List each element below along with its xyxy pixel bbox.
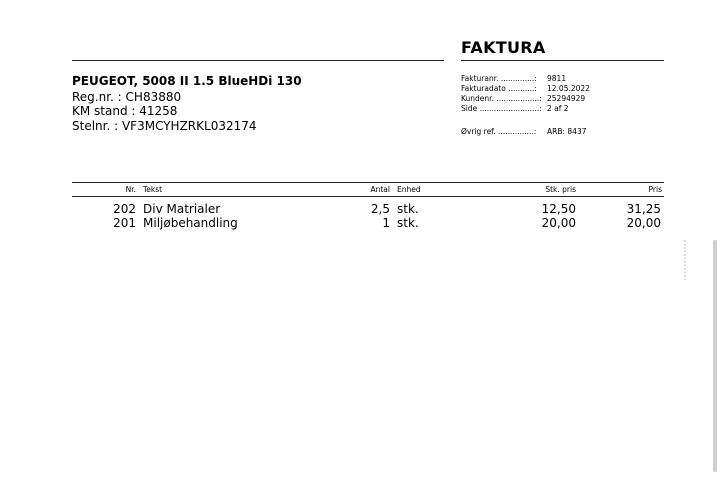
column-header-antal: Antal xyxy=(370,185,390,194)
scrollbar-thumb[interactable] xyxy=(713,240,717,472)
header-rule-right xyxy=(461,60,664,61)
chassis-number: Stelnr. : VF3MCYHZRKL032174 xyxy=(72,119,257,133)
invoice-title: FAKTURA xyxy=(461,38,546,57)
table-header-rule xyxy=(72,196,664,197)
meta-row xyxy=(461,74,590,84)
table-row-stk-pris: 20,00 xyxy=(541,216,576,230)
column-header-enhed: Enhed xyxy=(397,185,421,194)
table-row-nr: 201 xyxy=(113,216,136,230)
other-reference xyxy=(461,127,587,137)
table-row-enhed: stk. xyxy=(397,202,419,216)
meta-value: 9811 xyxy=(547,74,567,83)
column-header-nr: Nr. xyxy=(125,185,136,194)
column-header-pris: Pris xyxy=(648,185,662,194)
meta-key: Fakturanr. ..............: xyxy=(461,74,537,83)
table-top-rule xyxy=(72,182,664,183)
vehicle-model: PEUGEOT, 5008 II 1.5 BlueHDi 130 xyxy=(72,74,302,88)
meta-key: Fakturadato ...........: xyxy=(461,84,537,93)
table-row-tekst: Miljøbehandling xyxy=(143,216,238,230)
table-row-antal: 1 xyxy=(382,216,390,230)
meta-row xyxy=(461,104,590,114)
margin-print-mark xyxy=(678,240,692,280)
meta-value: 12.05.2022 xyxy=(547,84,590,93)
meta-row xyxy=(461,94,590,104)
header-rule-left xyxy=(72,60,444,61)
invoice-meta xyxy=(461,74,590,114)
table-row-antal: 2,5 xyxy=(370,202,390,216)
table-row-nr: 202 xyxy=(113,202,136,216)
meta-key: Kundenr. ..................: xyxy=(461,94,542,103)
meta-value: 25294929 xyxy=(547,94,586,103)
registration-number: Reg.nr. : CH83880 xyxy=(72,90,182,104)
meta-key: Øvrig ref. ...............: xyxy=(461,127,537,136)
table-row-stk-pris: 12,50 xyxy=(541,202,576,216)
table-row-pris: 31,25 xyxy=(626,202,661,216)
table-row-tekst: Div Matrialer xyxy=(143,202,221,216)
table-row-enhed: stk. xyxy=(397,216,419,230)
column-header-stk-pris: Stk. pris xyxy=(545,185,576,194)
km-reading: KM stand : 41258 xyxy=(72,104,178,118)
meta-key: Side .........................: xyxy=(461,104,542,113)
meta-row xyxy=(461,84,590,94)
meta-value: ARB: 8437 xyxy=(547,127,587,136)
meta-value: 2 af 2 xyxy=(547,104,569,113)
table-row-pris: 20,00 xyxy=(626,216,661,230)
column-header-tekst: Tekst xyxy=(143,185,163,194)
